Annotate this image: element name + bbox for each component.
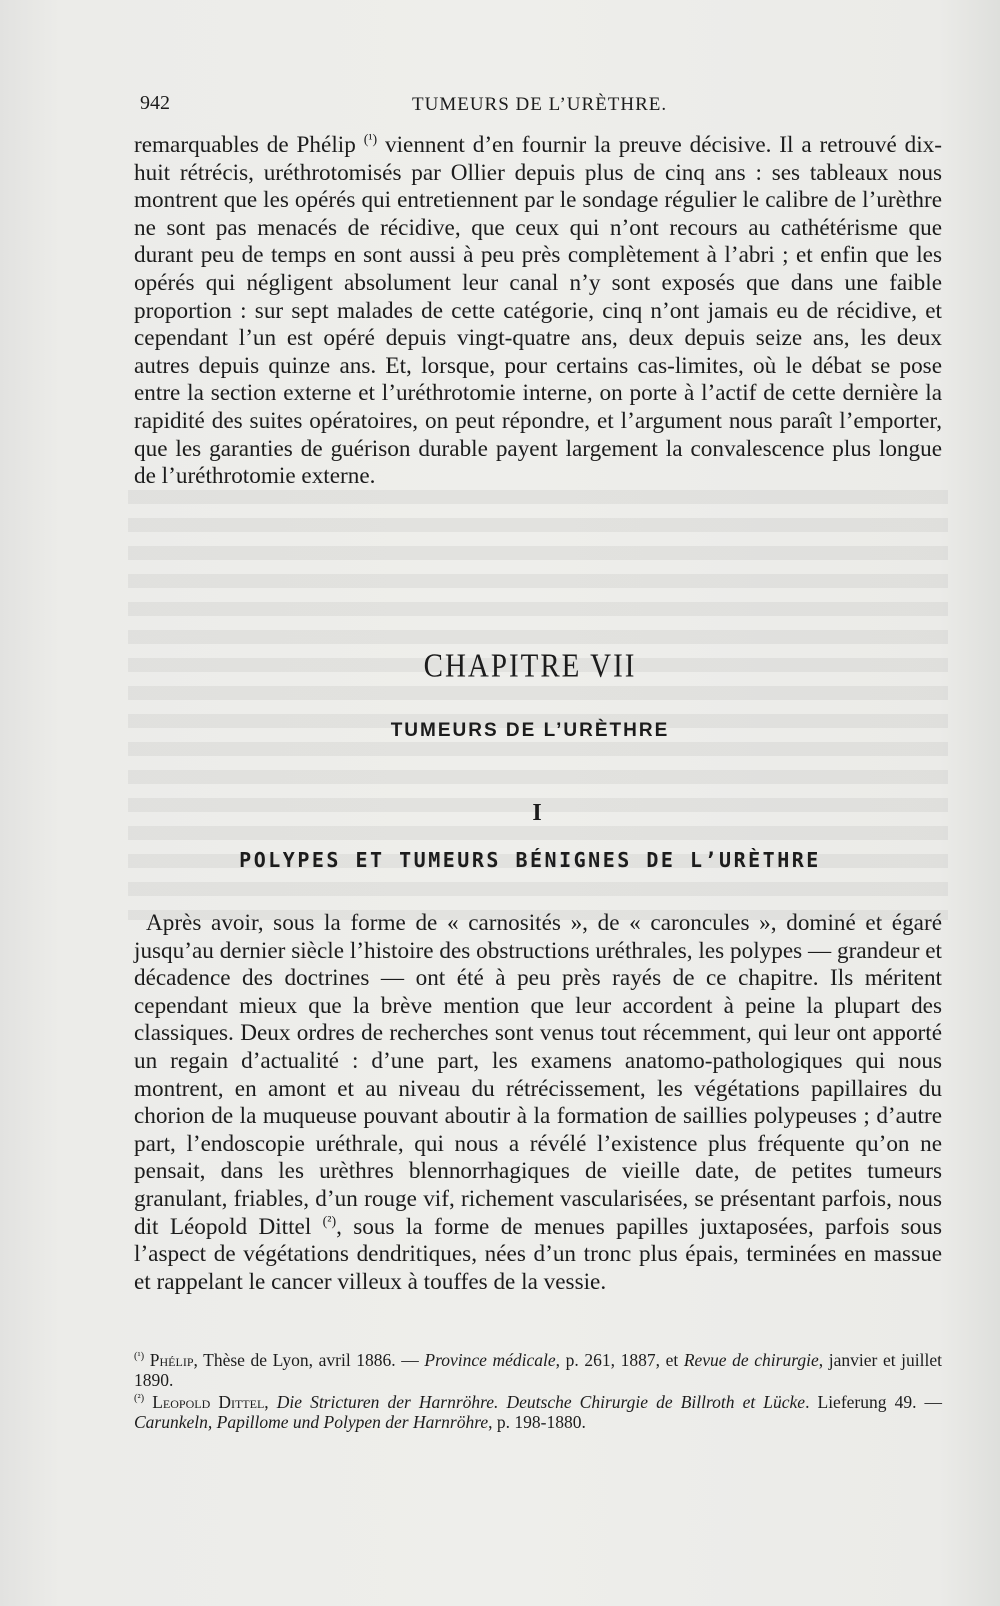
footnote-1-author: Phélip <box>149 1350 194 1370</box>
paragraph-2-text-b: , sous la forme de menues papilles juxtaposées, parfois sous l’aspect de végétations dendritiques, nées d’un tronc plus épais, terminées en massue et rappelant le cancer villeux à touffes de la vessie. <box>134 1213 942 1295</box>
page-number: 942 <box>140 92 170 114</box>
footnote-1 <box>134 1350 942 1390</box>
footnote-2-marker: (²) <box>134 1393 145 1405</box>
footnotes <box>134 1350 942 1432</box>
footnote-1-marker: (¹) <box>134 1351 145 1363</box>
footnote-2 <box>134 1392 942 1432</box>
footnote-1-title-2: Revue de chirurgie <box>683 1350 819 1370</box>
footnote-2-title-1: Die Stricturen der Harnröhre. Deutsche Chirurgie de Billroth et Lücke <box>276 1392 806 1412</box>
footnote-2-text-2: . Lieferung 49. — <box>805 1392 943 1412</box>
paragraph-1-text-a: remarquables de Phélip <box>134 132 364 158</box>
page-header <box>140 92 940 122</box>
chapter-subtitle: TUMEURS DE L’URÈTHRE <box>390 720 670 741</box>
paragraph-1 <box>134 132 942 491</box>
footnote-1-title-1: Province médicale <box>424 1350 556 1370</box>
footnote-ref-1: (¹) <box>363 132 378 148</box>
footnote-2-text-1: , <box>264 1392 277 1412</box>
footnote-1-text-2: , p. 261, 1887, et <box>555 1350 684 1370</box>
section-title: POLYPES ET TUMEURS BÉNIGNES DE L’URÈTHRE <box>239 848 821 872</box>
footnote-ref-2: (²) <box>322 1213 337 1229</box>
footnote-2-title-2: Carunkeln, Papillome und Polypen der Harnröhre <box>134 1412 489 1432</box>
paragraph-2-text-a: Après avoir, sous la forme de « carnosités », de « caroncules », dominé et égaré jusqu’au dernier siècle l’histoire des obstructions uréthrales, les polypes — grandeur et décadence des doctrines — ont été à peu près rayés de ce chapitre. Ils méritent cependant mieux que la brève mention que leur accordent à peine la plupart des classiques. Deux ordres de recherches sont venus tout récemment, qui leur ont apporté un regain d’actualité : d’une part, les examens anatomo-pathologiques qui nous montrent, en amont et au niveau du rétrécissement, les végétations papillaires du chorion de la muqueuse pouvant aboutir à la formation de saillies polypeuses ; d’autre part, l’endoscopie uréthrale, qui nous a révélé l’existence plus fréquente qu’on ne pensait, dans les urèthres blennorrhagiques de vieille date, de petites tumeurs granulant, friables, d’un rouge vif, richement vascularisées, se présentant parfois, nous dit Léopold Dittel <box>134 910 942 1240</box>
footnote-2-text-3: , p. 198-1880. <box>488 1412 586 1432</box>
section-number: I <box>532 800 542 826</box>
chapter-title: CHAPITRE VII <box>423 647 637 685</box>
paragraph-2 <box>134 910 942 1296</box>
footnote-2-author: Leopold Dittel <box>152 1392 265 1412</box>
running-head: TUMEURS DE L’URÈTHRE. <box>412 94 668 115</box>
paragraph-1-text-b: viennent d’en fournir la preuve décisive. Il a retrouvé dix-huit rétrécis, uréthrotomisés par Ollier depuis plus de cinq ans : ses tableaux nous montrent que les opérés qui entretiennent par le sondage régulier le calibre de l’urèthre ne sont pas menacés de récidive, que ceux qui n’ont recours au cathétérisme que durant peu de temps en sont aussi à peu près complètement à l’abri ; et enfin que les opérés qui négligent absolument leur canal n’y sont exposés que dans une faible proportion : sur sept malades de cette catégorie, cinq n’ont jamais eu de récidive, et cependant l’un est opéré depuis vingt-quatre ans, deux depuis seize ans, les deux autres depuis quinze ans. Et, lorsque, pour certains cas-limites, où le débat se pose entre la section externe et l’uréthrotomie interne, on porte à l’actif de cette dernière la rapidité des suites opératoires, on peut répondre, et l’argument nous paraît l’emporter, que les garanties de guérison durable payent largement la convalescence plus longue de l’uréthrotomie externe. <box>134 132 943 490</box>
footnote-1-text-3: , janvier et juillet 1890. <box>134 1350 943 1390</box>
footnote-1-text-1: , Thèse de Lyon, avril 1886. — <box>193 1350 425 1370</box>
